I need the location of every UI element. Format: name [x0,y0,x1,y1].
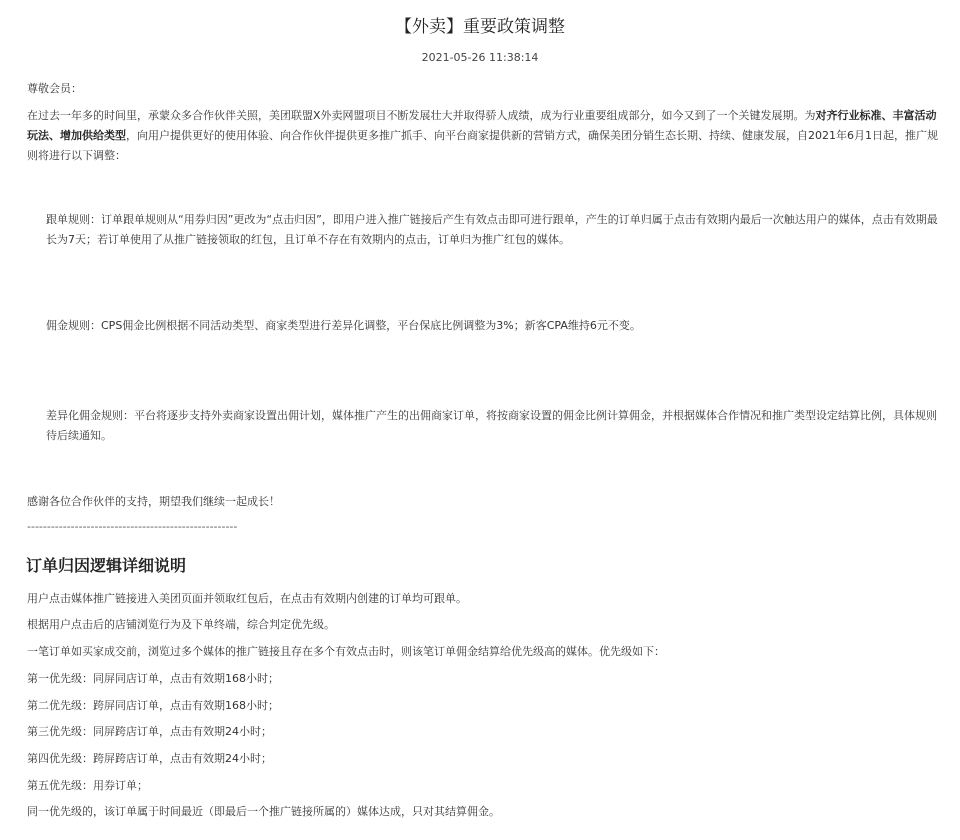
rule-differential-commission: 差异化佣金规则：平台将逐步支持外卖商家设置出佣计划，媒体推广产生的出佣商家订单，将按商家设置的佣金比例计算佣金，并根据媒体合作情况和推广类型设定结算比例，具体规则待后续通知。 [46,409,937,442]
priority-line: 第四优先级：跨屏跨店订单，点击有效期24小时； [27,752,272,765]
thanks-text: 感谢各位合作伙伴的支持，期望我们继续一起成长！ [27,495,280,508]
priority-line: 第一优先级：同屏同店订单，点击有效期168小时； [27,672,279,685]
divider-line: ----------------------------------------------------- [27,520,238,533]
intro-text-1: 在过去一年多的时间里，承蒙众多合作伙伴关照，美团联盟X外卖网盟项目不断发展壮大并取得骄人成绩，成为行业重要组成部分，如今又到了一个关键发展期。为 [27,109,816,122]
section-line: 一笔订单如买家成交前，浏览过多个媒体的推广链接且存在多个有效点击时，则该笔订单佣金结算给优先级高的媒体。优先级如下： [27,645,665,658]
priority-line: 第三优先级：同屏跨店订单，点击有效期24小时； [27,725,272,738]
publish-datetime: 2021-05-26 11:38:14 [421,51,539,64]
rule-tracking: 跟单规则：订单跟单规则从“用券归因”更改为“点击归因”，即用户进入推广链接后产生有效点击即可进行跟单，产生的订单归属于点击有效期内最后一次触达用户的媒体，点击有效期最长为7天；若订单使用了从推广链接领取的红包，且订单不存在有效期内的点击，订单归为推广红包的媒体。 [46,213,938,246]
section-line: 用户点击媒体推广链接进入美团页面并领取红包后，在点击有效期内创建的订单均可跟单。 [27,592,467,605]
section-line: 同一优先级的，该订单属于时间最近（即最后一个推广链接所属的）媒体达成，只对其结算佣金。 [27,805,500,818]
greeting: 尊敬会员： [27,82,82,95]
rule-commission: 佣金规则：CPS佣金比例根据不同活动类型、商家类型进行差异化调整，平台保底比例调整为3%；新客CPA维持6元不变。 [46,319,641,332]
priority-line: 第二优先级：跨屏同店订单，点击有效期168小时； [27,699,279,712]
page-title: 【外卖】重要政策调整 [395,17,565,37]
intro-bold-text: 对齐行业标准、丰富活动玩法、增加供给类型 [27,109,937,142]
priority-line: 第五优先级：用券订单； [27,779,148,792]
intro-paragraph [27,106,942,166]
intro-text-2: ，向用户提供更好的使用体验、向合作伙伴提供更多推广抓手、向平台商家提供新的营销方式，确保美团分销生态长期、持续、健康发展，自2021年6月1日起，推广规则将进行以下调整： [27,129,938,162]
section-heading: 订单归因逻辑详细说明 [26,556,187,575]
section-line: 根据用户点击后的店铺浏览行为及下单终端，综合判定优先级。 [27,618,335,631]
